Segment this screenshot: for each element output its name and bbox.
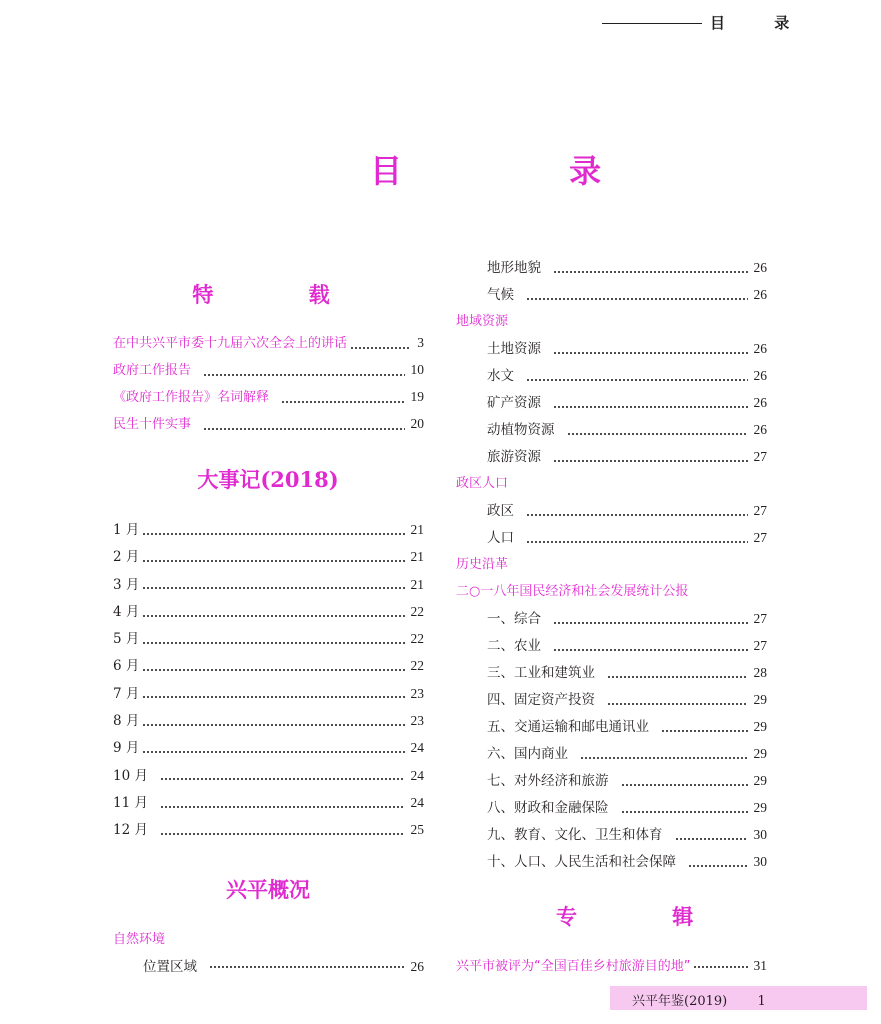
toc-entry-page: 19 (410, 389, 424, 404)
toc-feature-list (456, 955, 767, 975)
leader-dots (526, 379, 748, 381)
toc-entry-title: 动植物资源 (487, 422, 555, 438)
page-number: 1 (757, 994, 766, 1009)
leader-dots (621, 811, 748, 813)
toc-entry-page: 27 (753, 611, 767, 626)
toc-category-resources[interactable]: 地域资源 (456, 314, 509, 329)
toc-entry-page: 10 (410, 362, 424, 377)
toc-entry-page: 25 (410, 822, 424, 838)
leader-dots (553, 406, 748, 408)
toc-entry-page: 22 (410, 631, 424, 647)
toc-entry[interactable] (113, 736, 424, 763)
toc-entry[interactable] (487, 445, 767, 472)
leader-dots (142, 533, 404, 535)
leader-dots (281, 401, 404, 403)
toc-entry-page: 27 (753, 638, 767, 653)
toc-entry-page: 21 (410, 522, 424, 537)
section-heading-special: 特 载 (192, 282, 374, 307)
toc-entry-page: 26 (753, 395, 767, 410)
leader-dots (553, 271, 748, 273)
toc-entry[interactable] (487, 769, 767, 796)
toc-entry[interactable] (487, 850, 767, 877)
toc-overview-list (143, 955, 424, 975)
leader-dots (567, 433, 748, 435)
toc-entry-page: 26 (753, 287, 767, 302)
toc-entry-title: 2 月 (113, 549, 140, 566)
section-heading-chronicle: 大事记(2018) (197, 467, 339, 492)
toc-entry-title: 地形地貌 (487, 260, 541, 276)
toc-entry-page: 3 (417, 335, 424, 350)
toc-entry[interactable] (487, 256, 767, 283)
leader-dots (160, 833, 405, 835)
leader-dots (553, 460, 748, 462)
toc-chronicle-list (113, 518, 424, 846)
toc-entry[interactable] (113, 545, 424, 572)
toc-entry-title: 11 月 (113, 794, 148, 811)
toc-entry-page: 30 (753, 854, 767, 869)
page-title: 目 录 (370, 152, 680, 190)
toc-category-population[interactable]: 政区人口 (456, 476, 509, 491)
leader-dots (160, 806, 405, 808)
running-header: 目 录 (710, 14, 812, 32)
toc-entry[interactable] (113, 518, 424, 545)
toc-entry-page: 22 (410, 658, 424, 674)
section-heading-feature: 专 辑 (556, 904, 738, 929)
leader-dots (553, 649, 748, 651)
toc-entry-page: 26 (410, 959, 424, 974)
leader-dots (526, 541, 748, 543)
toc-entry-title: 九、教育、文化、卫生和体育 (487, 827, 663, 843)
leader-dots (526, 298, 748, 300)
leader-dots (203, 428, 404, 430)
toc-resources-list (487, 337, 767, 472)
toc-entry-page: 29 (753, 719, 767, 734)
toc-entry-title: 《政府工作报告》名词解释 (113, 390, 270, 405)
toc-entry-page: 29 (753, 800, 767, 815)
toc-entry-title: 5 月 (113, 631, 140, 648)
toc-entry-title: 旅游资源 (487, 449, 541, 465)
toc-entry-page: 30 (753, 827, 767, 842)
leader-dots (142, 642, 404, 644)
toc-entry-page: 31 (753, 958, 767, 973)
toc-category-nature[interactable]: 自然环境 (113, 932, 166, 947)
toc-entry-title: 三、工业和建筑业 (487, 665, 595, 681)
toc-entry-page: 27 (753, 449, 767, 464)
toc-entry[interactable] (113, 386, 424, 413)
toc-entry-page: 29 (753, 692, 767, 707)
toc-entry[interactable] (113, 573, 424, 600)
toc-entry-title: 4 月 (113, 603, 140, 620)
footer-book-title: 兴平年鉴(2019) (632, 994, 728, 1009)
toc-entry-title: 10 月 (113, 767, 148, 784)
toc-entry-title: 7 月 (113, 685, 140, 702)
toc-special-list (113, 332, 424, 440)
toc-entry-title: 9 月 (113, 740, 140, 757)
toc-bulletin-list (487, 607, 767, 877)
toc-entry-title: 一、综合 (487, 611, 541, 627)
toc-entry[interactable] (487, 499, 767, 526)
toc-entry[interactable] (487, 742, 767, 769)
toc-entry-title: 民生十件实事 (113, 417, 192, 432)
toc-entry-page: 29 (753, 773, 767, 788)
toc-entry[interactable] (113, 682, 424, 709)
toc-entry-page: 23 (410, 713, 424, 729)
toc-entry-title: 八、财政和金融保险 (487, 800, 609, 816)
toc-entry[interactable] (487, 661, 767, 688)
leader-dots (553, 622, 748, 624)
toc-entry-title: 七、对外经济和旅游 (487, 773, 609, 789)
toc-entry-page: 22 (410, 603, 424, 619)
leader-dots (580, 757, 748, 759)
toc-entry-page: 24 (410, 767, 424, 783)
toc-entry-title: 人口 (487, 530, 514, 546)
toc-entry-page: 26 (753, 260, 767, 275)
leader-dots (142, 696, 404, 698)
toc-entry-page: 21 (410, 576, 424, 592)
toc-entry-title: 8 月 (113, 713, 140, 730)
toc-entry[interactable] (487, 283, 767, 310)
toc-entry-page: 26 (753, 422, 767, 437)
leader-dots (661, 730, 748, 732)
toc-entry[interactable] (113, 818, 424, 845)
section-heading-overview: 兴平概况 (226, 877, 310, 902)
toc-entry-page: 26 (753, 368, 767, 383)
toc-entry-title: 1 月 (113, 522, 140, 538)
toc-entry-title: 二、农业 (487, 638, 541, 654)
toc-entry-page: 21 (410, 549, 424, 565)
toc-entry[interactable] (487, 391, 767, 418)
toc-entry[interactable] (487, 688, 767, 715)
toc-entry[interactable] (113, 764, 424, 791)
leader-dots (142, 751, 404, 753)
toc-entry-page: 28 (753, 665, 767, 680)
leader-dots (160, 778, 405, 780)
toc-entry-title: 矿产资源 (487, 395, 541, 411)
toc-entry-title: 六、国内商业 (487, 746, 568, 762)
toc-entry[interactable] (113, 600, 424, 627)
toc-entry[interactable] (113, 791, 424, 818)
toc-entry[interactable] (487, 634, 767, 661)
toc-entry[interactable] (456, 955, 767, 975)
leader-dots (209, 966, 405, 968)
header-rule (602, 23, 702, 24)
leader-dots (553, 352, 748, 354)
toc-entry[interactable] (487, 418, 767, 445)
toc-entry-title: 在中共兴平市委十九届六次全会上的讲话 (113, 336, 348, 351)
leader-dots (688, 865, 748, 867)
leader-dots (142, 587, 404, 589)
leader-dots (203, 374, 404, 376)
toc-entry-title: 政府工作报告 (113, 363, 192, 378)
toc-entry-page: 23 (410, 685, 424, 701)
toc-entry[interactable] (113, 709, 424, 736)
toc-entry-page: 24 (410, 740, 424, 756)
leader-dots (142, 615, 404, 617)
toc-entry-page: 26 (753, 341, 767, 356)
toc-entry[interactable] (143, 955, 424, 975)
toc-entry[interactable] (487, 607, 767, 634)
toc-entry-title: 水文 (487, 368, 514, 384)
leader-dots (350, 347, 411, 349)
leader-dots (142, 560, 404, 562)
leader-dots (607, 676, 748, 678)
leader-dots (675, 838, 748, 840)
toc-population-list (487, 499, 767, 553)
toc-entry[interactable] (113, 627, 424, 654)
toc-entry-page: 20 (410, 416, 424, 431)
toc-entry-title: 十、人口、人民生活和社会保障 (487, 854, 676, 870)
toc-entry[interactable] (487, 796, 767, 823)
toc-entry-title: 土地资源 (487, 341, 541, 357)
toc-entry-title: 位置区域 (143, 959, 197, 975)
toc-entry[interactable] (487, 823, 767, 850)
toc-entry[interactable] (113, 332, 424, 359)
toc-entry[interactable] (487, 337, 767, 364)
toc-entry-title: 四、固定资产投资 (487, 692, 595, 708)
leader-dots (526, 514, 748, 516)
toc-entry[interactable] (487, 526, 767, 553)
toc-entry-page: 27 (753, 503, 767, 518)
leader-dots (607, 703, 748, 705)
toc-entry[interactable] (487, 715, 767, 742)
toc-entry-title: 政区 (487, 503, 514, 519)
toc-entry-title: 兴平市被评为“全国百佳乡村旅游目的地” (456, 959, 691, 974)
leader-dots (142, 669, 404, 671)
toc-category-history[interactable]: 历史沿革 (456, 557, 509, 572)
toc-entry[interactable] (113, 654, 424, 681)
toc-entry[interactable] (487, 364, 767, 391)
toc-entry-page: 24 (410, 794, 424, 810)
toc-nature-list (487, 256, 767, 310)
toc-entry[interactable] (113, 359, 424, 386)
leader-dots (142, 724, 404, 726)
toc-entry-title: 12 月 (113, 822, 148, 839)
toc-entry-title: 五、交通运输和邮电通讯业 (487, 719, 649, 735)
toc-entry-title: 气候 (487, 287, 514, 303)
toc-entry[interactable] (113, 413, 424, 440)
footer (632, 990, 766, 1009)
toc-category-bulletin[interactable]: 二○一八年国民经济和社会发展统计公报 (456, 584, 689, 599)
toc-entry-title: 6 月 (113, 658, 140, 675)
leader-dots (621, 784, 748, 786)
toc-entry-title: 3 月 (113, 576, 140, 593)
toc-entry-page: 29 (753, 746, 767, 761)
toc-entry-page: 27 (753, 530, 767, 545)
leader-dots (693, 966, 747, 968)
